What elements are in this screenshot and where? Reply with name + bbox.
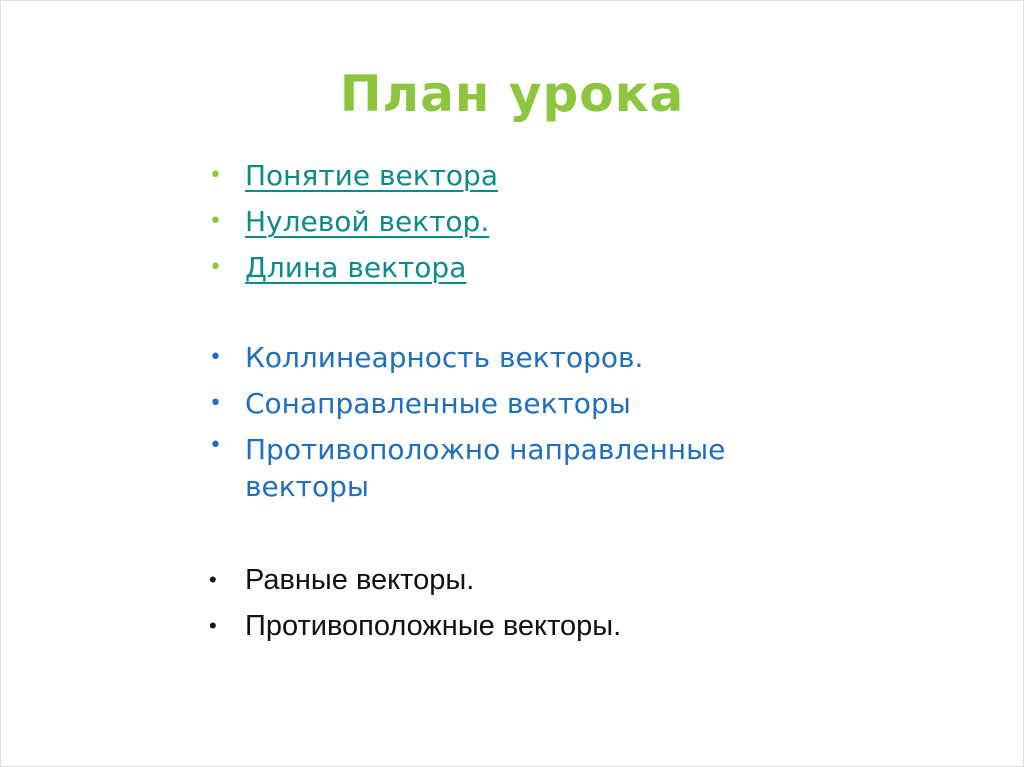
topic-opposite-vectors: Противоположные векторы. [245, 610, 622, 642]
topic-collinearity: Коллинеарность векторов. [245, 341, 644, 374]
bullet-icon: • [209, 255, 222, 280]
topic-codirected: Сонаправленные векторы [245, 387, 631, 420]
lesson-extra-list [207, 557, 621, 649]
bullet-icon: • [209, 209, 222, 234]
bullet-icon: • [209, 567, 217, 592]
list-item [207, 199, 498, 245]
bullet-icon: • [209, 391, 222, 416]
list-item [207, 245, 498, 291]
lesson-topics-list [207, 335, 805, 510]
list-item [207, 153, 498, 199]
bullet-icon: • [209, 433, 222, 458]
list-item [207, 557, 621, 603]
list-item [207, 381, 805, 427]
topic-equal-vectors: Равные векторы. [245, 564, 475, 596]
slide-title: План урока [339, 65, 685, 123]
topic-opposite-directed: Противоположно направленные векторы [245, 433, 726, 503]
lesson-links-list [207, 153, 498, 291]
bullet-icon: • [209, 613, 217, 638]
list-item [207, 427, 805, 510]
link-zero-vector[interactable]: Нулевой вектор. [245, 205, 490, 238]
bullet-icon: • [209, 345, 222, 370]
list-item [207, 603, 621, 649]
bullet-icon: • [209, 163, 222, 188]
list-item [207, 335, 805, 381]
link-vector-concept[interactable]: Понятие вектора [245, 159, 498, 192]
link-vector-length[interactable]: Длина вектора [245, 251, 467, 284]
